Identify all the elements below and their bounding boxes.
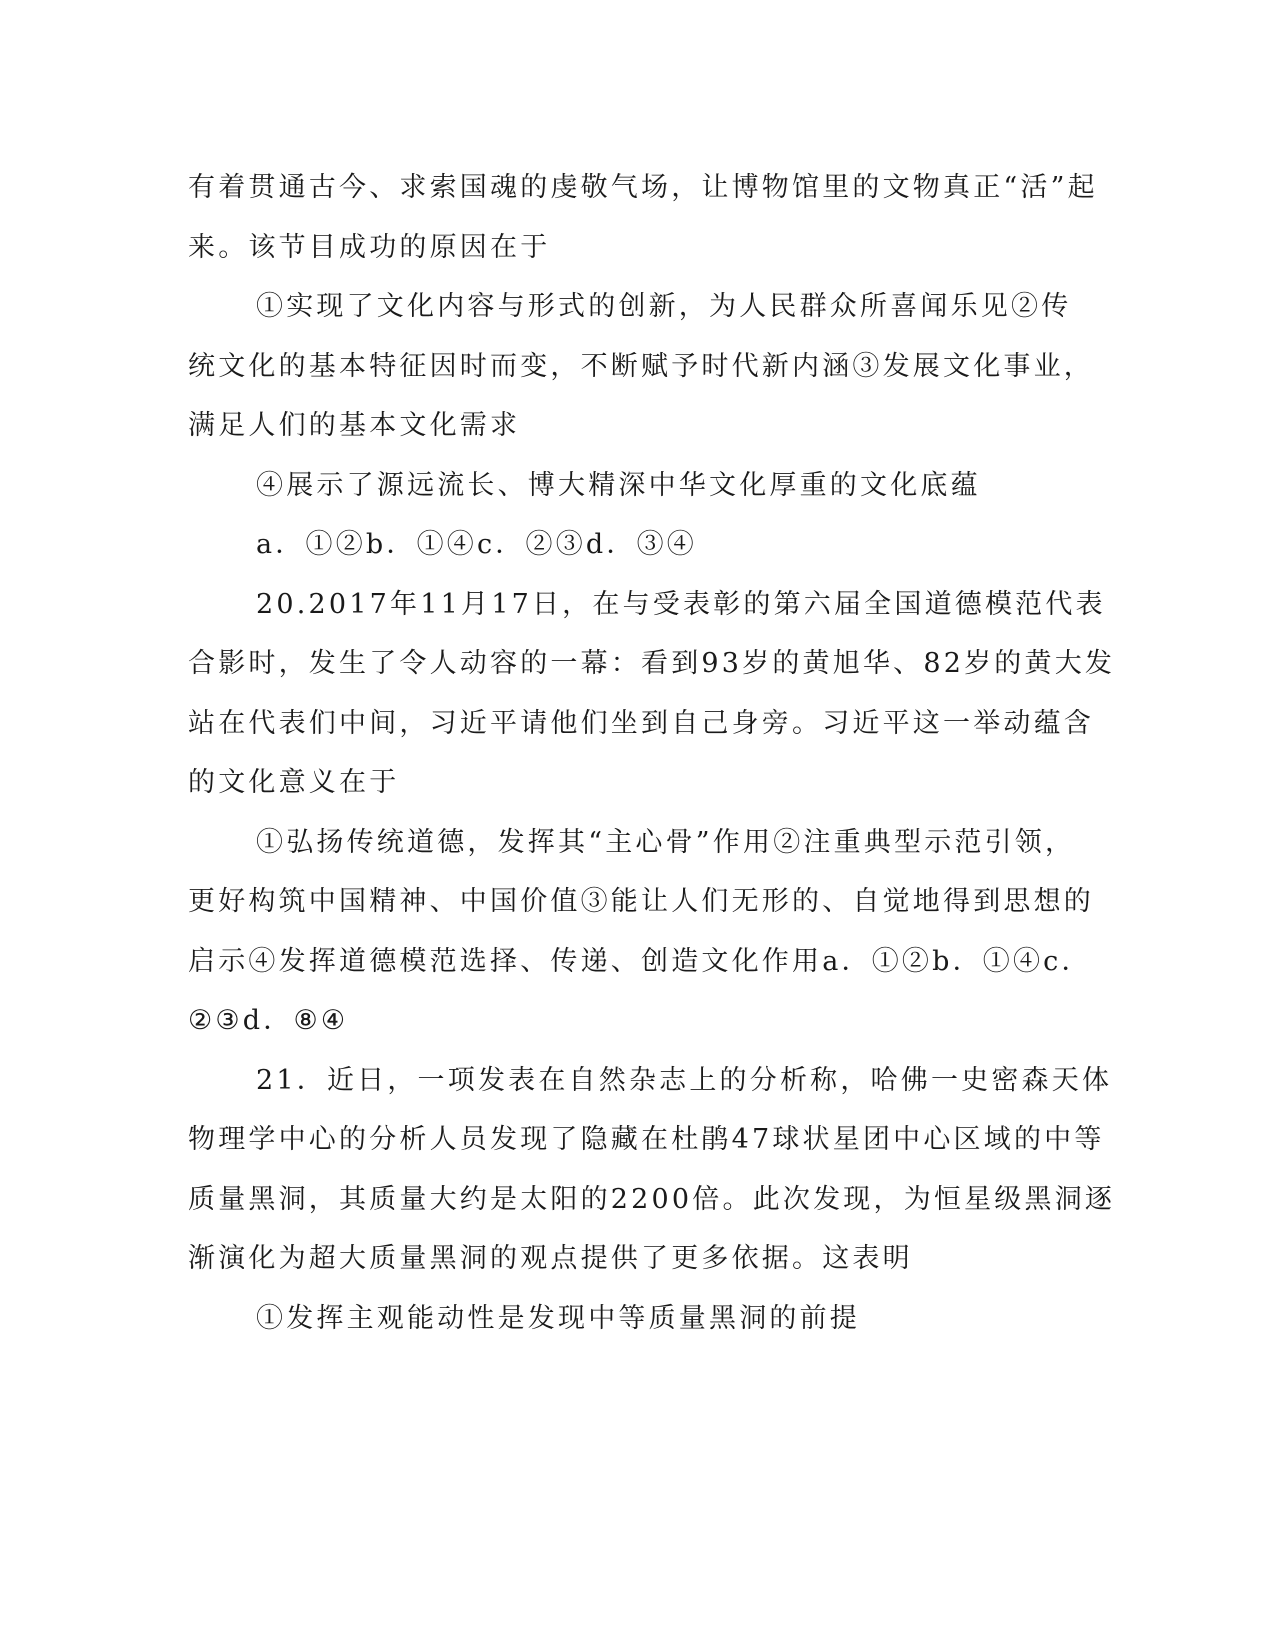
question-21-line: 质量黑洞，其质量大约是太阳的2200倍。此次发现，为恒星级黑洞逐 <box>188 1183 1116 1215</box>
question-20-line: 20.2017年11月17日，在与受表彰的第六届全国道德模范代表 <box>256 588 1106 620</box>
text-line: 来。该节目成功的原因在于 <box>188 231 551 263</box>
option-line: ①实现了文化内容与形式的创新，为人民群众所喜闻乐见②传 <box>256 291 1072 322</box>
option-line: 满足人们的基本文化需求 <box>188 410 521 441</box>
option-line: 启示④发挥道德模范选择、传递、创造文化作用a．①②b．①④c． <box>188 945 1092 977</box>
text-line: 有着贯通古今、求索国魂的虔敬气场，让博物馆里的文物真正“活”起 <box>188 172 1098 203</box>
option-line: ①弘扬传统道德，发挥其“主心骨”作用②注重典型示范引领， <box>256 826 1076 858</box>
question-20-line: 合影时，发生了令人动容的一幕：看到93岁的黄旭华、82岁的黄大发 <box>188 648 1116 679</box>
answer-choices: a．①②b．①④c．②③d．③④ <box>256 529 697 560</box>
option-line: 更好构筑中国精神、中国价值③能让人们无形的、自觉地得到思想的 <box>188 886 1094 917</box>
option-line: ④展示了源远流长、博大精深中华文化厚重的文化底蕴 <box>256 469 981 501</box>
question-21-line: 21．近日，一项发表在自然杂志上的分析称，哈佛一史密森天体 <box>256 1064 1113 1096</box>
question-20-line: 的文化意义在于 <box>188 767 400 798</box>
answer-choices: ②③d．⑧④ <box>188 1005 349 1036</box>
question-21-line: 物理学中心的分析人员发现了隐藏在杜鹃47球状星团中心区域的中等 <box>188 1124 1105 1155</box>
question-21-line: 渐演化为超大质量黑洞的观点提供了更多依据。这表明 <box>188 1243 913 1274</box>
option-line: 统文化的基本特征因时而变，不断赋予时代新内涵③发展文化事业， <box>188 350 1094 382</box>
option-line: ①发挥主观能动性是发现中等质量黑洞的前提 <box>256 1302 860 1334</box>
document-body <box>188 158 1116 1348</box>
question-20-line: 站在代表们中间，习近平请他们坐到自己身旁。习近平这一举动蕴含 <box>188 707 1094 739</box>
